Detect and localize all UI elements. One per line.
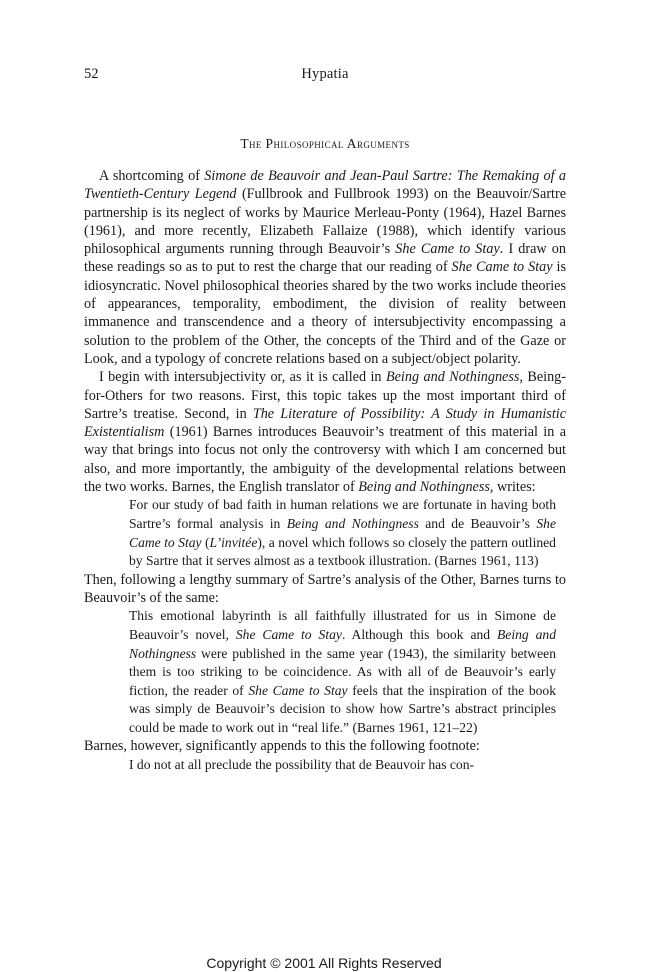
running-head: Hypatia: [301, 66, 349, 82]
block-quote-3: I do not at all preclude the possibility that de Beauvoir has con-: [129, 756, 475, 772]
page-number: 52: [84, 66, 99, 82]
body-text: [84, 167, 566, 774]
block-quote-1: For our study of bad faith in human relations we are fortunate in having both Sartre’s formal analysis in Being and Nothingness and de Beauvoir’s She Came to Stay (L’invitée), a novel which follows so closely the pattern outlined by Sartre that it serves almost as a textbook illustration. (Barnes 1961, 113): [129, 497, 556, 569]
copyright-footer: Copyright © 2001 All Rights Reserved: [206, 955, 442, 971]
paragraph-1: A shortcoming of Simone de Beauvoir and Jean-Paul Sartre: The Remaking of a Twentieth-Century Legend (Fullbrook and Fullbrook 1993) on the Beauvoir/Sartre partnership is its neglect of works by Maurice Merleau-Ponty (1964), Hazel Barnes (1961), and more recently, Elizabeth Fallaize (1988), which identify various philosophical arguments running through Beauvoir’s She Came to Stay. I draw on these readings so as to put to rest the charge that our reading of She Came to Stay is idiosyncratic. Novel philosophical theories shared by the two works include theories of appearances, temporality, embodiment, the division of reality between immanence and transcendence and a theory of intersubjectivity encompassing a solution to the problem of the Other, the concepts of the Third and of the Gaze or Look, and a typology of concrete relations based on a subject/object polarity.: [84, 168, 567, 367]
paragraph-4: Barnes, however, significantly appends to this the following footnote:: [84, 738, 480, 755]
paragraph-3: Then, following a lengthy summary of Sartre’s analysis of the Other, Barnes turns to Beauvoir’s of the same:: [84, 571, 566, 607]
paragraph-2: I begin with intersubjectivity or, as it is called in Being and Nothingness, Being-for-Others for two reasons. First, this topic takes up the most important third of Sartre’s treatise. Second, in The Literature of Possibility: A Study in Humanistic Existentialism (1961) Barnes introduces Beauvoir’s treatment of this material in a way that brings into focus not only the controversy with which I am concerned but also, and more importantly, the ambiguity of the developmental relations between the two works. Barnes, the English translator of Being and Nothingness, writes:: [84, 369, 566, 496]
block-quote-2: This emotional labyrinth is all faithfully illustrated for us in Simone de Beauvoir’s novel, She Came to Stay. Although this book and Being and Nothingness were published in the same year (1943), the similarity between them is too striking to be coincidence. As with all of de Beauvoir’s early fiction, the reader of She Came to Stay feels that the inspiration of the book was simply de Beauvoir’s decision to show how Sartre’s abstract principles could be made to work out in “real life.” (Barnes 1961, 121–22): [129, 608, 557, 735]
page-header: [84, 66, 566, 86]
section-title: The Philosophical Arguments: [240, 136, 410, 151]
